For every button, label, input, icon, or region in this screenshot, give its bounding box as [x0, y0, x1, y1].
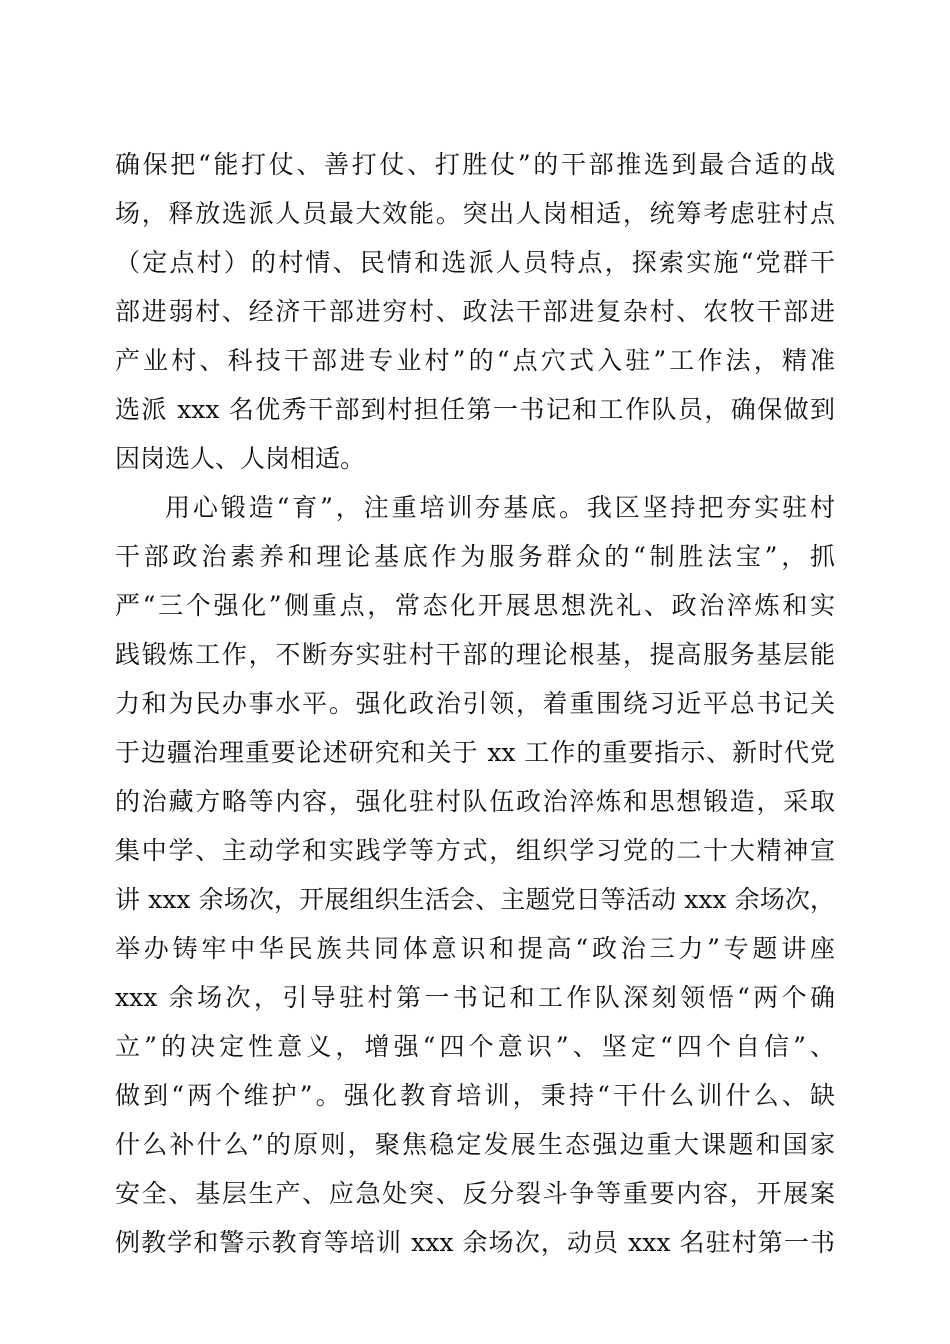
text-line: 什么补什么”的原则，聚焦稳定发展生态强边重大课题和国家 [115, 1130, 835, 1159]
text-line: 严“三个强化”侧重点，常态化开展思想洗礼、政治淬炼和实 [115, 591, 835, 620]
text-line: 践锻炼工作，不断夯实驻村干部的理论根基，提高服务基层能 [115, 640, 835, 669]
document-body [115, 140, 835, 1267]
text-line: 力和为民办事水平。强化政治引领，着重围绕习近平总书记关 [115, 689, 835, 718]
paragraph-1 [115, 140, 835, 483]
text-line: 确保把“能打仗、善打仗、打胜仗”的干部推选到最合适的战 [115, 150, 835, 179]
text-line: 立”的决定性意义，增强“四个意识”、坚定“四个自信”、 [115, 1032, 835, 1061]
text-line: 安全、基层生产、应急处突、反分裂斗争等重要内容，开展案 [115, 1179, 835, 1208]
text-line: 例教学和警示教育等培训 xxx 余场次，动员 xxx 名驻村第一书 [115, 1228, 835, 1257]
text-line: 举办铸牢中华民族共同体意识和提高“政治三力”专题讲座 [115, 934, 835, 963]
text-line: 于边疆治理重要论述研究和关于 xx 工作的重要指示、新时代党 [115, 738, 835, 767]
text-line: 的治藏方略等内容，强化驻村队伍政治淬炼和思想锻造，采取 [115, 787, 835, 816]
text-line: （定点村）的村情、民情和选派人员特点，探索实施“党群干 [115, 248, 835, 277]
text-line: 场，释放选派人员最大效能。突出人岗相适，统筹考虑驻村点 [115, 199, 835, 228]
text-line: 部进弱村、经济干部进穷村、政法干部进复杂村、农牧干部进 [115, 297, 835, 326]
text-line: 集中学、主动学和实践学等方式，组织学习党的二十大精神宣 [115, 836, 835, 865]
text-line: 产业村、科技干部进专业村”的“点穴式入驻”工作法，精准 [115, 346, 835, 375]
text-line: 用心锻造“育”，注重培训夯基底。我区坚持把夯实驻村 [165, 493, 835, 522]
text-line: 因岗选人、人岗相适。 [115, 444, 366, 473]
text-line: 干部政治素养和理论基底作为服务群众的“制胜法宝”，抓 [115, 542, 835, 571]
paragraph-2 [115, 483, 835, 1267]
text-line: xxx 余场次，引导驻村第一书记和工作队深刻领悟“两个确 [115, 983, 835, 1012]
text-line: 讲 xxx 余场次，开展组织生活会、主题党日等活动 xxx 余场次， [115, 885, 835, 914]
text-line: 选派 xxx 名优秀干部到村担任第一书记和工作队员，确保做到 [115, 395, 835, 424]
text-line: 做到“两个维护”。强化教育培训，秉持“干什么训什么、缺 [115, 1081, 835, 1110]
